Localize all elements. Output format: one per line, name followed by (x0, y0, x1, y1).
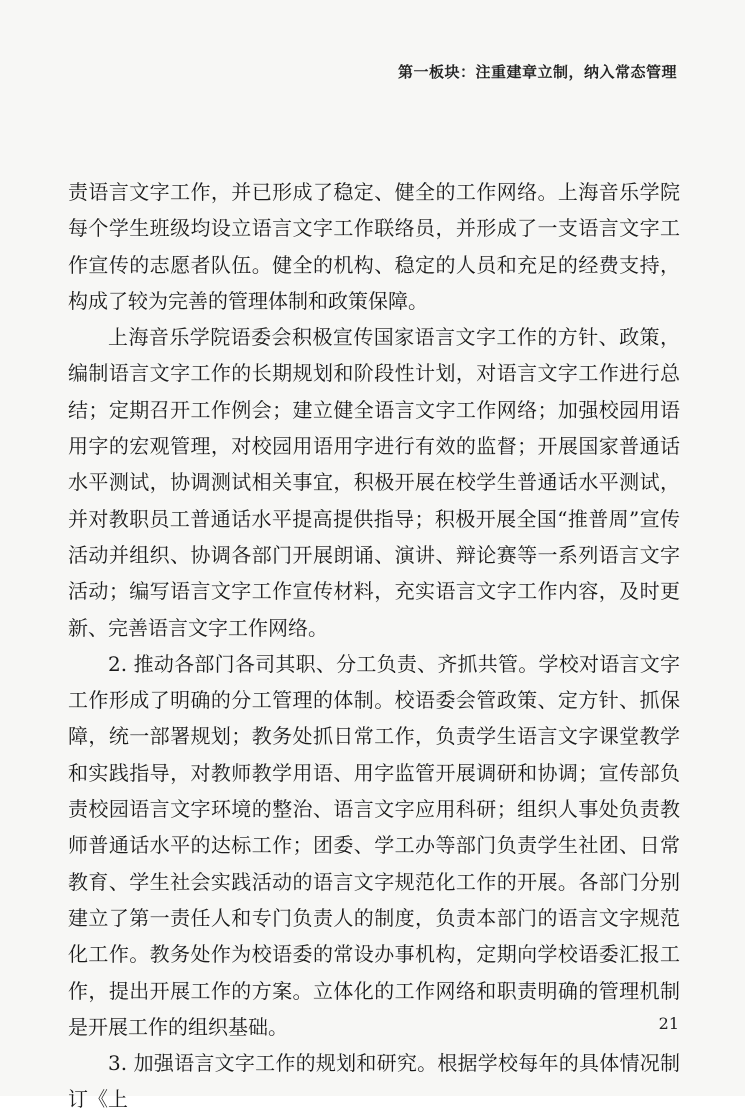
page-number: 21 (658, 1014, 679, 1033)
paragraph: 3. 加强语言文字工作的规划和研究。根据学校每年的具体情况制订《上 (68, 1051, 680, 1112)
running-header: 第一板块：注重建章立制，纳入常态管理 (397, 63, 677, 81)
paragraph: 2. 推动各部门各司其职、分工负责、齐抓共管。学校对语言文字工作形成了明确的分工管理的体制。校语委会管政策、定方针、抓保障，统一部署规划；教务处抓日常工作，负责学生语言文字课堂教学和实践指导，对教师教学用语、用字监管开展调研和协调；宣传部负责校园语言文字环境的整治、语言文字应用科研；组织人事处负责教师普通话水平的达标工作；团委、学工办等部门负责学生社团、日常教育、学生社会实践活动的语言文字规范化工作的开展。各部门分别建立了第一责任人和专门负责人的制度，负责本部门的语言文字规范化工作。教务处作为校语委的常设办事机构，定期向学校语委汇报工作，提出开展工作的方案。立体化的工作网络和职责明确的管理机制是开展工作的组织基础。 (68, 651, 680, 1039)
body-text (68, 174, 680, 1118)
paragraph: 责语言文字工作，并已形成了稳定、健全的工作网络。上海音乐学院每个学生班级均设立语言文字工作联络员，并形成了一支语言文字工作宣传的志愿者队伍。健全的机构、稳定的人员和充足的经费支持，构成了较为完善的管理体制和政策保障。 (68, 180, 680, 313)
paragraph: 上海音乐学院语委会积极宣传国家语言文字工作的方针、政策，编制语言文字工作的长期规划和阶段性计划，对语言文字工作进行总结；定期召开工作例会；建立健全语言文字工作网络；加强校园用语用字的宏观管理，对校园用语用字进行有效的监督；开展国家普通话水平测试，协调测试相关事宜，积极开展在校学生普通话水平测试，并对教职员工普通话水平提高提供指导；积极开展全国“推普周”宣传活动并组织、协调各部门开展朗诵、演讲、辩论赛等一系列语言文字活动；编写语言文字工作宣传材料，充实语言文字工作内容，及时更新、完善语言文字工作网络。 (68, 325, 680, 640)
